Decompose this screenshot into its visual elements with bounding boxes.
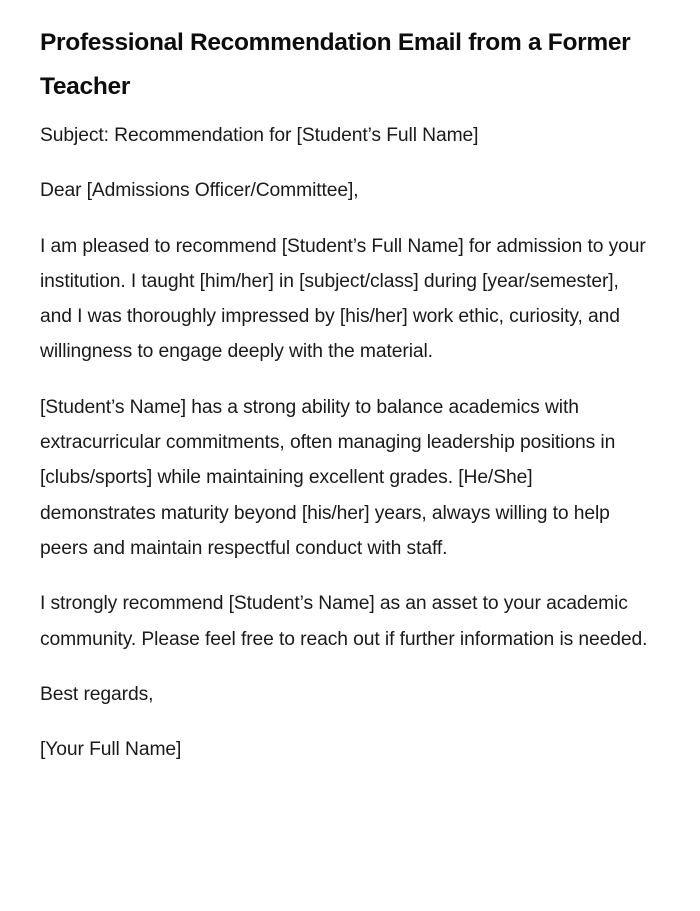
email-signature: [Your Full Name] [40, 739, 182, 761]
body-paragraph-intro: I am pleased to recommend [Student’s Full Name] for admission to your institution. I taught [him/her] in [subject/class] during [year/semester], and I was thoroughly impressed by [his/her] work ethic, curiosity, and willingness to engage deeply with the material. [40, 235, 646, 363]
email-salutation: Dear [Admissions Officer/Committee], [40, 180, 359, 202]
body-paragraph-qualities: [Student’s Name] has a strong ability to balance academics with extracurricular commitments, often managing leadership positions in [clubs/sports] while maintaining excellent grades. [He/She] demonstrates maturity beyond [his/her] years, always willing to help peers and maintain respectful conduct with staff. [40, 396, 616, 559]
body-paragraph-conclusion: I strongly recommend [Student’s Name] as an asset to your academic community. Please feel free to reach out if further information is needed. [40, 593, 648, 650]
email-closing: Best regards, [40, 683, 154, 705]
page-title: Professional Recommendation Email from a Former Teacher [40, 29, 631, 100]
email-subject: Subject: Recommendation for [Student’s Full Name] [40, 125, 479, 146]
email-document [40, 21, 650, 767]
